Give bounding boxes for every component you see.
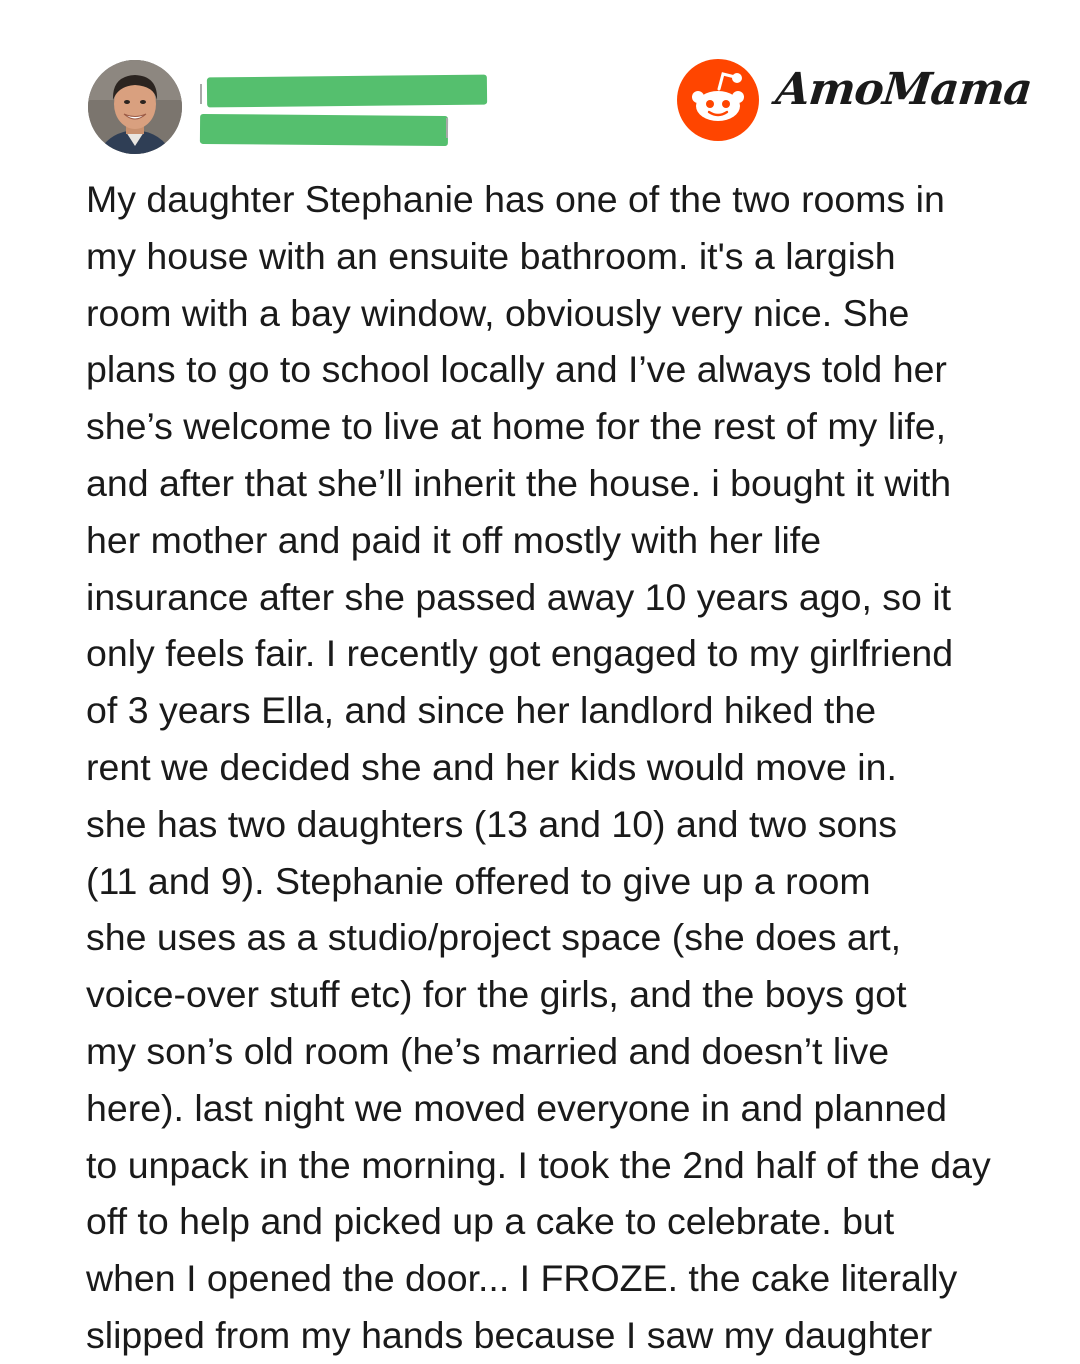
post-text-line: she has two daughters (13 and 10) and two sons <box>86 802 897 845</box>
post-text-line: My daughter Stephanie has one of the two rooms in <box>86 178 945 220</box>
post-text-line: rent we decided she and her kids would move in. <box>86 745 897 788</box>
post-body <box>86 171 1026 1364</box>
post-text-line: she’s welcome to live at home for the rest of my life, <box>86 405 947 448</box>
post-text-line: plans to go to school locally and I’ve always told her <box>86 348 947 391</box>
post-text-line: and after that she’ll inherit the house. i bought it with <box>86 461 952 504</box>
post-text-line: when I opened the door... I FROZE. the cake literally <box>86 1257 958 1300</box>
post-text-line: to unpack in the morning. I took the 2nd half of the day <box>86 1143 991 1186</box>
redaction-edge <box>446 118 448 138</box>
reddit-alien-icon <box>677 59 759 141</box>
post-text-line: off to help and picked up a cake to celebrate. but <box>86 1200 895 1243</box>
post-text-line: (11 and 9). Stephanie offered to give up a room <box>86 859 871 902</box>
amomama-logo: AmoMama <box>773 64 1035 115</box>
post-text-line: her mother and paid it off mostly with her life <box>86 518 822 561</box>
post-text-line: she uses as a studio/project space (she does art, <box>86 916 902 959</box>
post-text-line: room with a bay window, obviously very nice. She <box>86 291 910 334</box>
post-text-line: of 3 years Ella, and since her landlord hiked the <box>86 689 877 732</box>
author-avatar[interactable] <box>88 60 182 154</box>
post-text-line: insurance after she passed away 10 years ago, so it <box>86 575 952 618</box>
post-text-line: here). last night we moved everyone in and planned <box>86 1086 947 1129</box>
post-text-line: slipped from my hands because I saw my daughter <box>86 1313 933 1356</box>
post-header <box>0 0 1080 170</box>
redaction-edge <box>200 84 202 104</box>
post-text-line: my son’s old room (he’s married and doesn’t live <box>86 1029 890 1072</box>
post-text-line: my house with an ensuite bathroom. it's a largish <box>86 234 896 277</box>
post-text-line: voice-over stuff etc) for the girls, and the boys got <box>86 973 907 1016</box>
avatar-portrait <box>88 60 182 154</box>
redacted-username <box>207 75 487 108</box>
redacted-post-meta <box>200 114 448 146</box>
post-text-line: only feels fair. I recently got engaged to my girlfriend <box>86 632 954 675</box>
